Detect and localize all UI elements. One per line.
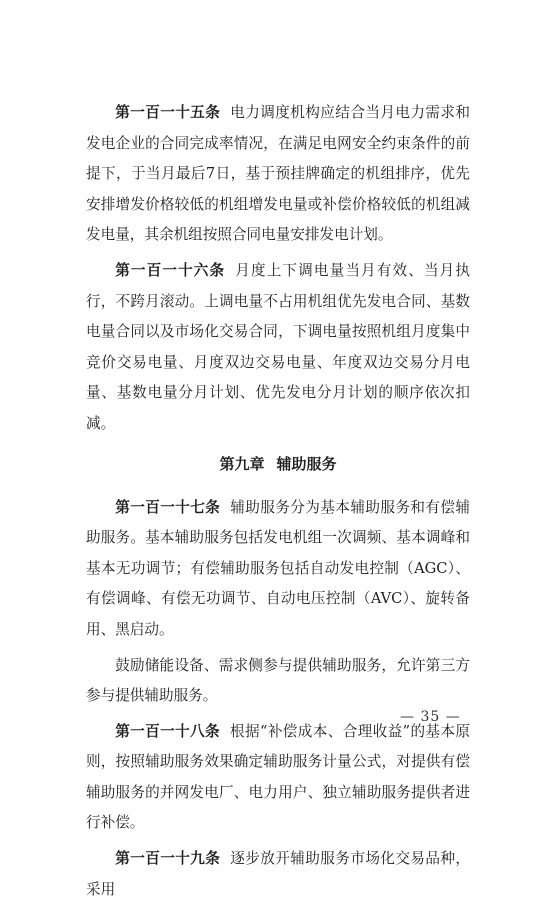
article-text: 月度上下调电量当月有效、当月执行，不跨月滚动。上调电量不占用机组优先发电合同、基数电量合同以及市场化交易合同，下调电量按照机组月度集中竞价交易电量、月度双边交易电量、年度双边交易分月电量、基数电量分月计划、优先发电分月计划的顺序依次扣减。 — [86, 261, 470, 432]
chapter-number: 第九章 — [219, 454, 265, 473]
article-115 — [86, 98, 470, 251]
article-number: 第一百一十八条 — [115, 722, 221, 740]
article-text: 电力调度机构应结合当月电力需求和发电企业的合同完成率情况，在满足电网安全约束条件的前提下，于当月最后7日，基于预挂牌确定的机组排序，优先安排增发价格较低的机组增发电量或补偿价格较低的机组减发电量，其余机组按照合同电量安排发电计划。 — [86, 104, 470, 244]
chapter-title: 辅助服务 — [276, 454, 337, 473]
article-117-supplement: 鼓励储能设备、需求侧参与提供辅助服务，允许第三方参与提供辅助服务。 — [86, 656, 470, 705]
article-text: 根据“补偿成本、合理收益”的基本原则，按照辅助服务效果确定辅助服务计量公式，对提供有偿辅助服务的并网发电厂、电力用户、独立辅助服务提供者进行补偿。 — [86, 722, 470, 832]
article-text: 辅助服务分为基本辅助服务和有偿辅助服务。基本辅助服务包括发电机组一次调频、基本调峰和基本无功调节；有偿辅助服务包括自动发电控制（AGC）、有偿调峰、有偿无功调节、自动电压控制（AVC）、旋转备用、黑启动。 — [86, 498, 470, 638]
page-number: — 35 — — [400, 709, 461, 725]
article-number: 第一百一十五条 — [115, 104, 221, 121]
article-117 — [86, 493, 470, 646]
article-text: 逐步放开辅助服务市场化交易品种，采用 — [86, 850, 470, 898]
article-116 — [86, 256, 470, 440]
article-number: 第一百一十六条 — [115, 261, 226, 279]
document-page — [86, 98, 470, 905]
article-number: 第一百一十七条 — [115, 498, 221, 516]
article-number: 第一百一十九条 — [115, 850, 221, 868]
article-119 — [86, 844, 470, 905]
chapter-heading — [86, 449, 470, 479]
article-118 — [86, 717, 470, 839]
